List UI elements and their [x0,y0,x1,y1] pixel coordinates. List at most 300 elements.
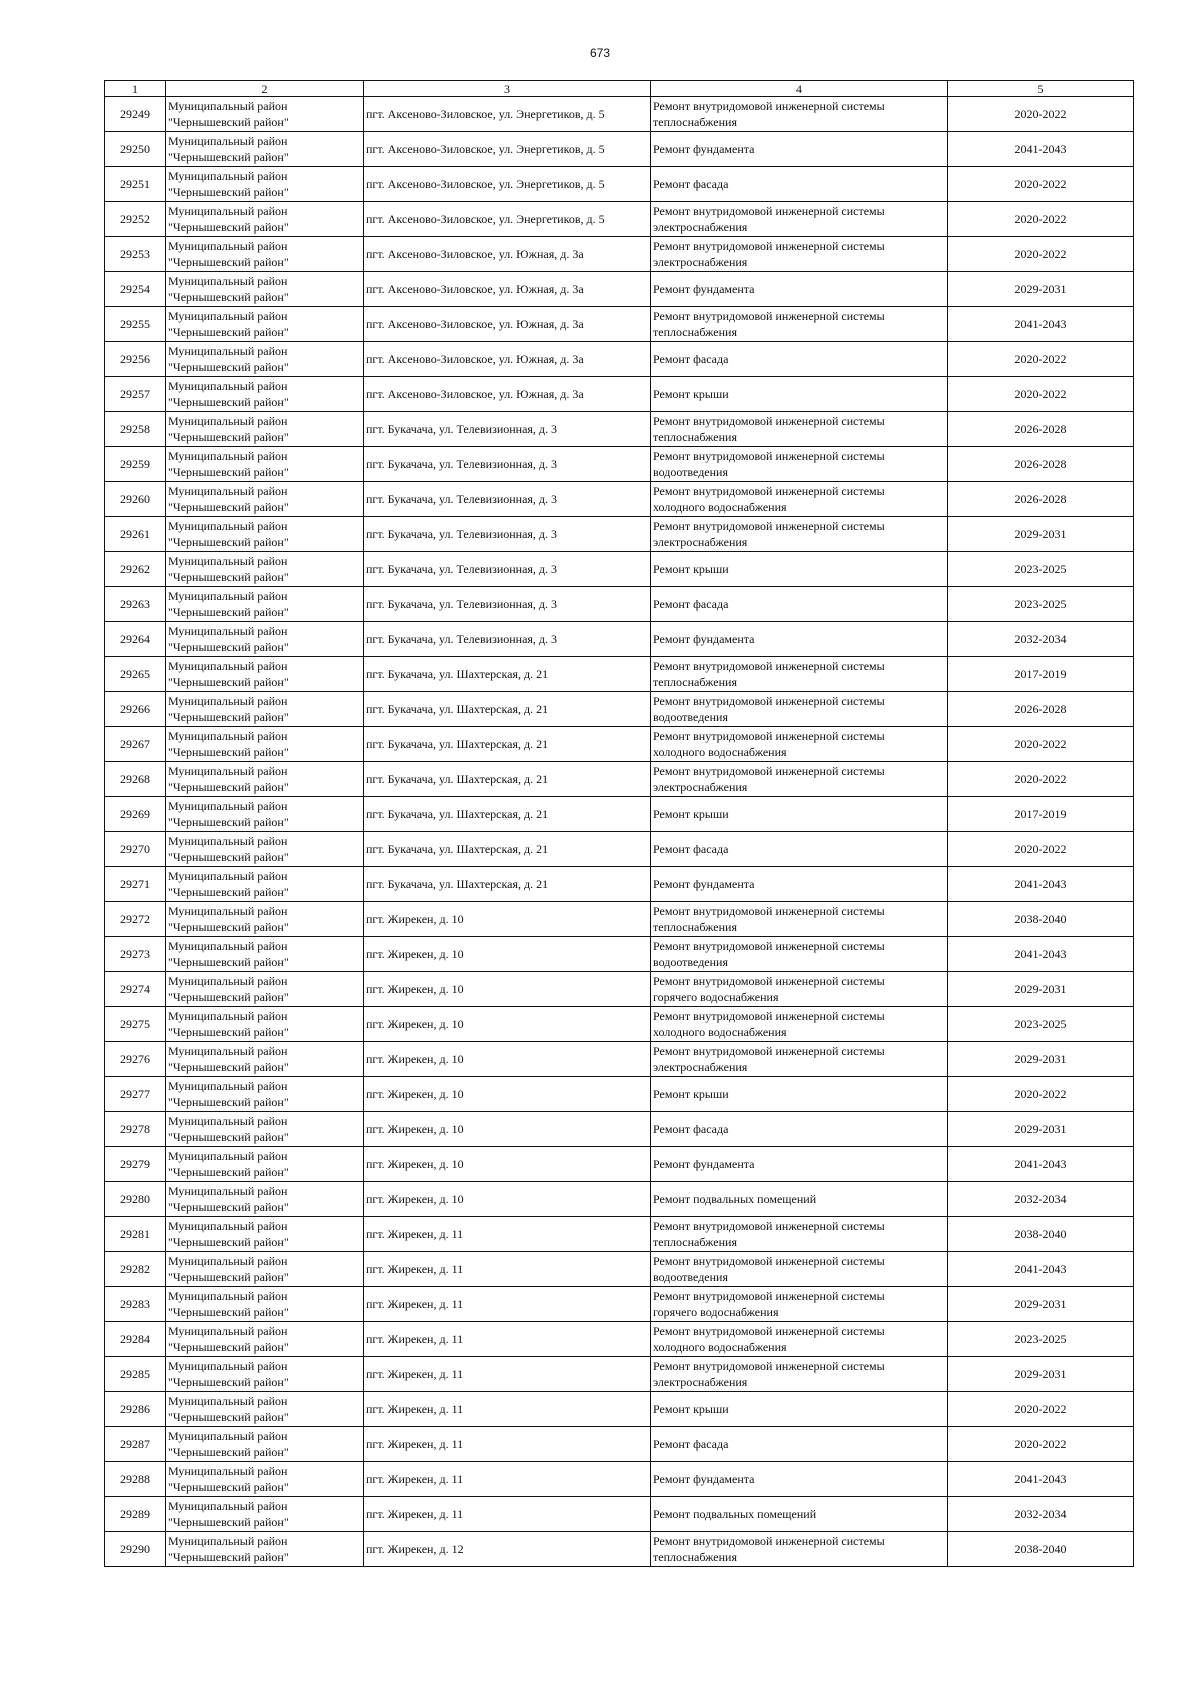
period-cell: 2029-2031 [948,517,1134,552]
work-type-cell [651,832,948,867]
municipality-line-2: "Чернышевский район" [168,1095,289,1109]
municipality-line-1: Муниципальный район [168,1009,288,1023]
municipality-line-2: "Чернышевский район" [168,1165,289,1179]
table-row [105,832,1134,867]
work-type-line-1: Ремонт фундамента [653,632,755,646]
address-cell: пгт. Жирекен, д. 11 [364,1392,651,1427]
table-row [105,1182,1134,1217]
address-cell: пгт. Аксеново-Зиловское, ул. Энергетиков, д. 5 [364,132,651,167]
municipality-cell [166,237,364,272]
row-number-cell: 29290 [105,1532,166,1567]
row-number-cell: 29262 [105,552,166,587]
work-type-line-2: электроснабжения [653,255,748,269]
municipality-line-2: "Чернышевский район" [168,1515,289,1529]
period-cell: 2029-2031 [948,1112,1134,1147]
address-cell: пгт. Букачача, ул. Шахтерская, д. 21 [364,867,651,902]
table-row [105,482,1134,517]
period-cell: 2029-2031 [948,272,1134,307]
municipality-line-2: "Чернышевский район" [168,780,289,794]
period-cell: 2020-2022 [948,832,1134,867]
work-type-cell [651,552,948,587]
municipality-line-1: Муниципальный район [168,519,288,533]
period-cell: 2017-2019 [948,657,1134,692]
municipality-line-2: "Чернышевский район" [168,360,289,374]
table-row [105,1147,1134,1182]
municipality-line-2: "Чернышевский район" [168,325,289,339]
row-number-cell: 29280 [105,1182,166,1217]
row-number-cell: 29281 [105,1217,166,1252]
work-type-cell [651,342,948,377]
work-type-line-2: теплоснабжения [653,1235,737,1249]
municipality-line-2: "Чернышевский район" [168,1060,289,1074]
work-type-cell [651,762,948,797]
municipality-line-2: "Чернышевский район" [168,1375,289,1389]
municipality-line-1: Муниципальный район [168,1429,288,1443]
period-cell: 2023-2025 [948,1322,1134,1357]
municipality-line-1: Муниципальный район [168,239,288,253]
municipality-cell [166,657,364,692]
address-cell: пгт. Аксеново-Зиловское, ул. Энергетиков, д. 5 [364,202,651,237]
address-cell: пгт. Аксеново-Зиловское, ул. Южная, д. 3а [364,307,651,342]
work-type-line-2: водоотведения [653,955,728,969]
work-type-cell [651,902,948,937]
period-cell: 2041-2043 [948,307,1134,342]
municipality-line-1: Муниципальный район [168,1394,288,1408]
row-number-cell: 29265 [105,657,166,692]
table-row [105,1252,1134,1287]
work-type-line-2: теплоснабжения [653,115,737,129]
work-type-cell [651,97,948,132]
work-type-line-1: Ремонт фасада [653,597,729,611]
work-type-cell [651,272,948,307]
municipality-line-2: "Чернышевский район" [168,920,289,934]
period-cell: 2020-2022 [948,167,1134,202]
period-cell: 2020-2022 [948,202,1134,237]
row-number-cell: 29267 [105,727,166,762]
municipality-cell [166,1392,364,1427]
period-cell: 2038-2040 [948,902,1134,937]
municipality-cell [166,202,364,237]
municipality-cell [166,972,364,1007]
work-type-cell [651,1322,948,1357]
repair-schedule-table [104,80,1134,1567]
table-row [105,902,1134,937]
work-type-cell [651,1357,948,1392]
address-cell: пгт. Букачача, ул. Телевизионная, д. 3 [364,447,651,482]
municipality-cell [166,797,364,832]
table-row [105,727,1134,762]
work-type-line-1: Ремонт фундамента [653,877,755,891]
work-type-cell [651,692,948,727]
municipality-line-2: "Чернышевский район" [168,220,289,234]
municipality-line-2: "Чернышевский район" [168,185,289,199]
municipality-line-1: Муниципальный район [168,1534,288,1548]
address-cell: пгт. Жирекен, д. 10 [364,1112,651,1147]
table-row [105,1007,1134,1042]
address-cell: пгт. Аксеново-Зиловское, ул. Южная, д. 3а [364,272,651,307]
municipality-cell [166,587,364,622]
work-type-line-1: Ремонт подвальных помещений [653,1507,817,1521]
municipality-line-1: Муниципальный район [168,344,288,358]
municipality-cell [166,342,364,377]
municipality-line-1: Муниципальный район [168,309,288,323]
table-row [105,342,1134,377]
municipality-line-2: "Чернышевский район" [168,815,289,829]
municipality-line-2: "Чернышевский район" [168,640,289,654]
municipality-cell [166,762,364,797]
period-cell: 2041-2043 [948,1147,1134,1182]
row-number-cell: 29282 [105,1252,166,1287]
work-type-cell [651,1427,948,1462]
municipality-line-1: Муниципальный район [168,1114,288,1128]
table-row [105,867,1134,902]
municipality-line-1: Муниципальный район [168,869,288,883]
row-number-cell: 29256 [105,342,166,377]
work-type-cell [651,1007,948,1042]
address-cell: пгт. Букачача, ул. Телевизионная, д. 3 [364,552,651,587]
period-cell: 2020-2022 [948,97,1134,132]
table-row [105,1322,1134,1357]
municipality-cell [166,377,364,412]
municipality-line-2: "Чернышевский район" [168,1200,289,1214]
municipality-cell [166,1217,364,1252]
work-type-line-1: Ремонт фасада [653,177,729,191]
municipality-line-2: "Чернышевский район" [168,430,289,444]
work-type-line-2: горячего водоснабжения [653,990,779,1004]
municipality-cell [166,307,364,342]
municipality-line-1: Муниципальный район [168,834,288,848]
work-type-cell [651,1217,948,1252]
municipality-line-1: Муниципальный район [168,1289,288,1303]
municipality-line-1: Муниципальный район [168,1044,288,1058]
row-number-cell: 29270 [105,832,166,867]
table-row [105,202,1134,237]
municipality-line-1: Муниципальный район [168,1254,288,1268]
work-type-line-1: Ремонт внутридомовой инженерной системы [653,99,885,113]
address-cell: пгт. Аксеново-Зиловское, ул. Южная, д. 3а [364,377,651,412]
municipality-cell [166,482,364,517]
work-type-cell [651,1287,948,1322]
work-type-line-2: горячего водоснабжения [653,1305,779,1319]
row-number-cell: 29284 [105,1322,166,1357]
work-type-line-1: Ремонт внутридомовой инженерной системы [653,729,885,743]
period-cell: 2029-2031 [948,1042,1134,1077]
row-number-cell: 29272 [105,902,166,937]
row-number-cell: 29269 [105,797,166,832]
municipality-line-2: "Чернышевский район" [168,850,289,864]
period-cell: 2020-2022 [948,1427,1134,1462]
municipality-line-2: "Чернышевский район" [168,290,289,304]
column-header-3: 3 [364,81,651,97]
table-row [105,762,1134,797]
municipality-cell [166,1252,364,1287]
municipality-line-2: "Чернышевский район" [168,1235,289,1249]
municipality-cell [166,167,364,202]
period-cell: 2026-2028 [948,447,1134,482]
municipality-cell [166,1322,364,1357]
work-type-line-1: Ремонт внутридомовой инженерной системы [653,1289,885,1303]
table-row [105,797,1134,832]
municipality-line-1: Муниципальный район [168,694,288,708]
period-cell: 2023-2025 [948,552,1134,587]
work-type-line-2: теплоснабжения [653,920,737,934]
municipality-line-1: Муниципальный район [168,974,288,988]
work-type-line-1: Ремонт внутридомовой инженерной системы [653,519,885,533]
work-type-cell [651,587,948,622]
address-cell: пгт. Букачача, ул. Телевизионная, д. 3 [364,622,651,657]
municipality-cell [166,1357,364,1392]
address-cell: пгт. Жирекен, д. 10 [364,1182,651,1217]
address-cell: пгт. Букачача, ул. Телевизионная, д. 3 [364,482,651,517]
municipality-line-1: Муниципальный район [168,99,288,113]
row-number-cell: 29249 [105,97,166,132]
row-number-cell: 29254 [105,272,166,307]
row-number-cell: 29276 [105,1042,166,1077]
row-number-cell: 29277 [105,1077,166,1112]
municipality-line-2: "Чернышевский район" [168,570,289,584]
column-number-header-row [105,81,1134,97]
work-type-line-1: Ремонт внутридомовой инженерной системы [653,974,885,988]
municipality-line-2: "Чернышевский район" [168,1550,289,1564]
work-type-cell [651,307,948,342]
work-type-line-1: Ремонт внутридомовой инженерной системы [653,239,885,253]
municipality-line-1: Муниципальный район [168,589,288,603]
row-number-cell: 29266 [105,692,166,727]
municipality-line-1: Муниципальный район [168,904,288,918]
work-type-line-1: Ремонт внутридомовой инженерной системы [653,1044,885,1058]
work-type-line-1: Ремонт внутридомовой инженерной системы [653,904,885,918]
municipality-line-1: Муниципальный район [168,799,288,813]
row-number-cell: 29286 [105,1392,166,1427]
work-type-line-2: холодного водоснабжения [653,1025,787,1039]
address-cell: пгт. Жирекен, д. 11 [364,1252,651,1287]
work-type-line-2: холодного водоснабжения [653,745,787,759]
municipality-cell [166,1427,364,1462]
period-cell: 2017-2019 [948,797,1134,832]
address-cell: пгт. Букачача, ул. Шахтерская, д. 21 [364,832,651,867]
municipality-line-2: "Чернышевский район" [168,675,289,689]
work-type-line-1: Ремонт внутридомовой инженерной системы [653,659,885,673]
address-cell: пгт. Букачача, ул. Шахтерская, д. 21 [364,797,651,832]
municipality-cell [166,727,364,762]
work-type-cell [651,1532,948,1567]
work-type-cell [651,657,948,692]
address-cell: пгт. Жирекен, д. 10 [364,937,651,972]
table-row [105,1042,1134,1077]
municipality-cell [166,132,364,167]
municipality-line-1: Муниципальный район [168,1184,288,1198]
table-row [105,937,1134,972]
table-row [105,237,1134,272]
municipality-cell [166,867,364,902]
address-cell: пгт. Жирекен, д. 11 [364,1462,651,1497]
municipality-line-1: Муниципальный район [168,169,288,183]
work-type-line-2: холодного водоснабжения [653,1340,787,1354]
municipality-line-2: "Чернышевский район" [168,990,289,1004]
municipality-cell [166,692,364,727]
table-row [105,132,1134,167]
municipality-line-2: "Чернышевский район" [168,395,289,409]
municipality-cell [166,1007,364,1042]
work-type-line-2: теплоснабжения [653,325,737,339]
municipality-line-1: Муниципальный район [168,484,288,498]
work-type-line-1: Ремонт фасада [653,1122,729,1136]
row-number-cell: 29250 [105,132,166,167]
municipality-cell [166,622,364,657]
table-row [105,657,1134,692]
work-type-cell [651,1112,948,1147]
municipality-line-1: Муниципальный район [168,939,288,953]
municipality-line-2: "Чернышевский район" [168,115,289,129]
municipality-line-2: "Чернышевский район" [168,255,289,269]
work-type-cell [651,1077,948,1112]
address-cell: пгт. Букачача, ул. Телевизионная, д. 3 [364,412,651,447]
municipality-cell [166,902,364,937]
work-type-cell [651,727,948,762]
work-type-cell [651,1147,948,1182]
row-number-cell: 29278 [105,1112,166,1147]
work-type-cell [651,132,948,167]
municipality-cell [166,552,364,587]
work-type-line-2: холодного водоснабжения [653,500,787,514]
work-type-line-1: Ремонт внутридомовой инженерной системы [653,694,885,708]
municipality-cell [166,1077,364,1112]
period-cell: 2020-2022 [948,377,1134,412]
address-cell: пгт. Жирекен, д. 10 [364,1077,651,1112]
work-type-line-2: теплоснабжения [653,430,737,444]
period-cell: 2020-2022 [948,342,1134,377]
row-number-cell: 29285 [105,1357,166,1392]
municipality-line-2: "Чернышевский район" [168,955,289,969]
column-header-4: 4 [651,81,948,97]
row-number-cell: 29258 [105,412,166,447]
row-number-cell: 29268 [105,762,166,797]
column-header-5: 5 [948,81,1134,97]
address-cell: пгт. Букачача, ул. Шахтерская, д. 21 [364,657,651,692]
row-number-cell: 29257 [105,377,166,412]
work-type-line-2: электроснабжения [653,535,748,549]
municipality-cell [166,272,364,307]
municipality-line-1: Муниципальный район [168,659,288,673]
address-cell: пгт. Жирекен, д. 11 [364,1322,651,1357]
period-cell: 2038-2040 [948,1532,1134,1567]
work-type-line-1: Ремонт фасада [653,1437,729,1451]
period-cell: 2020-2022 [948,762,1134,797]
work-type-cell [651,377,948,412]
period-cell: 2029-2031 [948,972,1134,1007]
work-type-line-1: Ремонт внутридомовой инженерной системы [653,1324,885,1338]
work-type-line-1: Ремонт подвальных помещений [653,1192,817,1206]
work-type-line-1: Ремонт внутридомовой инженерной системы [653,484,885,498]
table-row [105,1112,1134,1147]
work-type-cell [651,867,948,902]
row-number-cell: 29283 [105,1287,166,1322]
work-type-line-1: Ремонт внутридомовой инженерной системы [653,764,885,778]
municipality-line-1: Муниципальный район [168,1149,288,1163]
work-type-line-1: Ремонт внутридомовой инженерной системы [653,309,885,323]
municipality-line-1: Муниципальный район [168,1079,288,1093]
work-type-line-2: электроснабжения [653,780,748,794]
table-row [105,1392,1134,1427]
municipality-line-1: Муниципальный район [168,554,288,568]
address-cell: пгт. Жирекен, д. 10 [364,972,651,1007]
work-type-cell [651,1497,948,1532]
work-type-line-1: Ремонт внутридомовой инженерной системы [653,449,885,463]
address-cell: пгт. Жирекен, д. 12 [364,1532,651,1567]
work-type-line-1: Ремонт внутридомовой инженерной системы [653,1534,885,1548]
municipality-cell [166,1182,364,1217]
table-row [105,272,1134,307]
period-cell: 2038-2040 [948,1217,1134,1252]
table-row [105,1357,1134,1392]
row-number-cell: 29287 [105,1427,166,1462]
table-row [105,97,1134,132]
work-type-cell [651,937,948,972]
municipality-line-1: Муниципальный район [168,624,288,638]
period-cell: 2023-2025 [948,587,1134,622]
period-cell: 2041-2043 [948,867,1134,902]
work-type-cell [651,237,948,272]
address-cell: пгт. Жирекен, д. 10 [364,1147,651,1182]
work-type-line-1: Ремонт фасада [653,842,729,856]
row-number-cell: 29289 [105,1497,166,1532]
work-type-line-1: Ремонт фасада [653,352,729,366]
table-row [105,167,1134,202]
period-cell: 2041-2043 [948,1252,1134,1287]
period-cell: 2023-2025 [948,1007,1134,1042]
address-cell: пгт. Жирекен, д. 11 [364,1497,651,1532]
municipality-line-1: Муниципальный район [168,764,288,778]
period-cell: 2026-2028 [948,482,1134,517]
address-cell: пгт. Жирекен, д. 11 [364,1217,651,1252]
municipality-line-2: "Чернышевский район" [168,150,289,164]
municipality-cell [166,97,364,132]
address-cell: пгт. Аксеново-Зиловское, ул. Южная, д. 3а [364,237,651,272]
municipality-line-2: "Чернышевский район" [168,885,289,899]
period-cell: 2020-2022 [948,1392,1134,1427]
address-cell: пгт. Букачача, ул. Шахтерская, д. 21 [364,692,651,727]
row-number-cell: 29251 [105,167,166,202]
row-number-cell: 29271 [105,867,166,902]
municipality-line-1: Муниципальный район [168,1464,288,1478]
municipality-cell [166,832,364,867]
work-type-line-2: водоотведения [653,1270,728,1284]
municipality-cell [166,937,364,972]
page-number: 673 [589,46,611,60]
period-cell: 2026-2028 [948,692,1134,727]
work-type-line-1: Ремонт внутридомовой инженерной системы [653,939,885,953]
municipality-line-2: "Чернышевский район" [168,1445,289,1459]
work-type-line-1: Ремонт внутридомовой инженерной системы [653,204,885,218]
table-row [105,307,1134,342]
table-row [105,972,1134,1007]
period-cell: 2020-2022 [948,727,1134,762]
period-cell: 2032-2034 [948,1497,1134,1532]
work-type-line-1: Ремонт крыши [653,807,729,821]
address-cell: пгт. Букачача, ул. Телевизионная, д. 3 [364,517,651,552]
period-cell: 2041-2043 [948,1462,1134,1497]
table-row [105,1217,1134,1252]
column-header-2: 2 [166,81,364,97]
work-type-line-1: Ремонт внутридомовой инженерной системы [653,1009,885,1023]
municipality-line-1: Муниципальный район [168,1324,288,1338]
address-cell: пгт. Жирекен, д. 10 [364,1042,651,1077]
row-number-cell: 29259 [105,447,166,482]
work-type-line-2: водоотведения [653,465,728,479]
municipality-line-2: "Чернышевский район" [168,465,289,479]
work-type-cell [651,167,948,202]
municipality-cell [166,447,364,482]
